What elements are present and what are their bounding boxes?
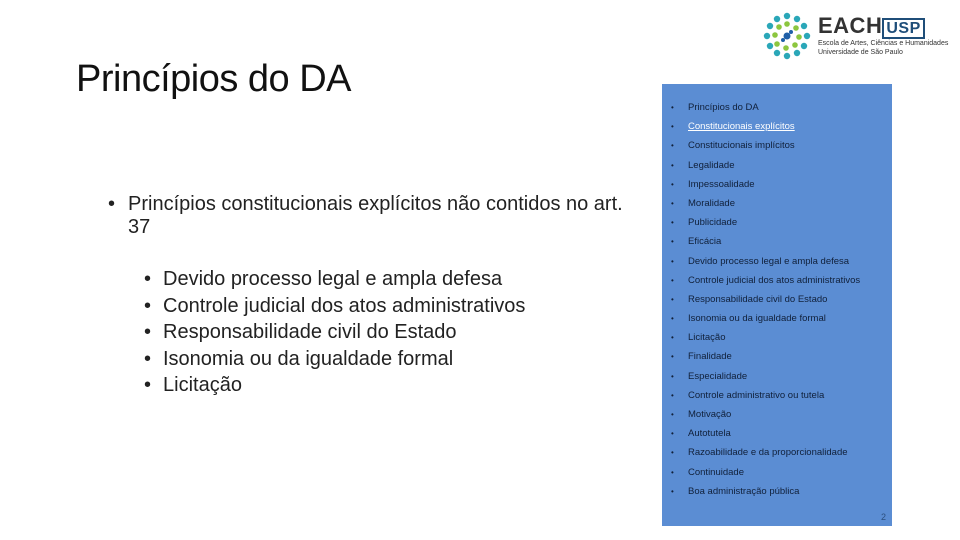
main-bullet <box>108 193 648 239</box>
navigation-panel <box>662 84 892 526</box>
logo-name: EACH <box>818 13 883 39</box>
nav-item-licitacao[interactable]: • Licitação <box>671 332 726 344</box>
bullet-marker: • <box>108 193 116 215</box>
nav-item-isonomia[interactable]: • Isonomia ou da igualdade formal <box>671 313 826 325</box>
nav-item-principios-do-da[interactable]: • Princípios do DA <box>671 102 759 113</box>
nav-item-controle-judicial[interactable]: • Controle judicial dos atos administrativos <box>671 274 861 286</box>
sub-bullet-text: Controle judicial dos atos administrativos <box>163 294 526 317</box>
logo-subtitle-line-2: Universidade de São Paulo <box>818 48 903 56</box>
nav-item-constitucionais-implicitos[interactable]: • Constitucionais implícitos <box>671 140 795 152</box>
nav-item-impessoalidade[interactable]: • Impessoalidade <box>671 178 755 190</box>
nav-item-constitucionais-explicitos[interactable]: • Constitucionais explícitos <box>671 121 795 133</box>
sub-bullet-item: • Isonomia ou da igualdade formal <box>144 347 454 370</box>
sub-bullet-text: Isonomia ou da igualdade formal <box>163 347 454 370</box>
sub-bullet-text: Devido processo legal e ampla defesa <box>163 268 503 290</box>
nav-item-responsabilidade-civil[interactable]: • Responsabilidade civil do Estado <box>671 293 828 305</box>
page-number: 2 <box>880 512 886 522</box>
nav-item-devido-processo[interactable]: • Devido processo legal e ampla defesa <box>671 255 850 267</box>
nav-item-especialidade[interactable]: • Especialidade <box>671 370 748 382</box>
nav-item-continuidade[interactable]: • Continuidade <box>671 466 744 478</box>
nav-item-boa-administracao[interactable]: • Boa administração pública <box>671 485 800 497</box>
nav-list <box>671 98 860 501</box>
sub-bullet-item: • Licitação <box>144 374 242 396</box>
nav-item-moralidade[interactable]: • Moralidade <box>671 197 735 209</box>
logo-subtitle-line-1: Escola de Artes, Ciências e Humanidades <box>818 40 949 48</box>
sub-bullet-text: Responsabilidade civil do Estado <box>163 321 457 343</box>
slide-title: Princípios do DA <box>76 58 352 100</box>
nav-item-publicidade[interactable]: • Publicidade <box>671 217 738 229</box>
nav-item-finalidade[interactable]: • Finalidade <box>671 351 732 363</box>
each-usp-logo <box>762 6 952 66</box>
sub-bullet-item: • Responsabilidade civil do Estado <box>144 321 457 343</box>
nav-item-controle-administrativo[interactable]: • Controle administrativo ou tutela <box>671 389 825 401</box>
nav-item-autotutela[interactable]: • Autotutela <box>671 428 731 440</box>
each-emblem-icon <box>762 11 812 61</box>
sub-bullet-item: • Devido processo legal e ampla defesa <box>144 268 503 290</box>
nav-item-motivacao[interactable]: • Motivação <box>671 409 732 420</box>
nav-item-eficacia[interactable]: • Eficácia <box>671 236 722 248</box>
sub-bullet-text: Licitação <box>163 374 242 396</box>
sub-bullet-item: • Controle judicial dos atos administrativos <box>144 294 526 317</box>
nav-item-razoabilidade[interactable]: • Razoabilidade e da proporcionalidade <box>671 447 848 459</box>
sub-bullet-list <box>144 266 525 399</box>
main-bullet-text: Princípios constitucionais explícitos não contidos no art. 37 <box>128 193 623 238</box>
nav-item-legalidade[interactable]: • Legalidade <box>671 159 735 171</box>
logo-usp: USP <box>882 18 924 39</box>
